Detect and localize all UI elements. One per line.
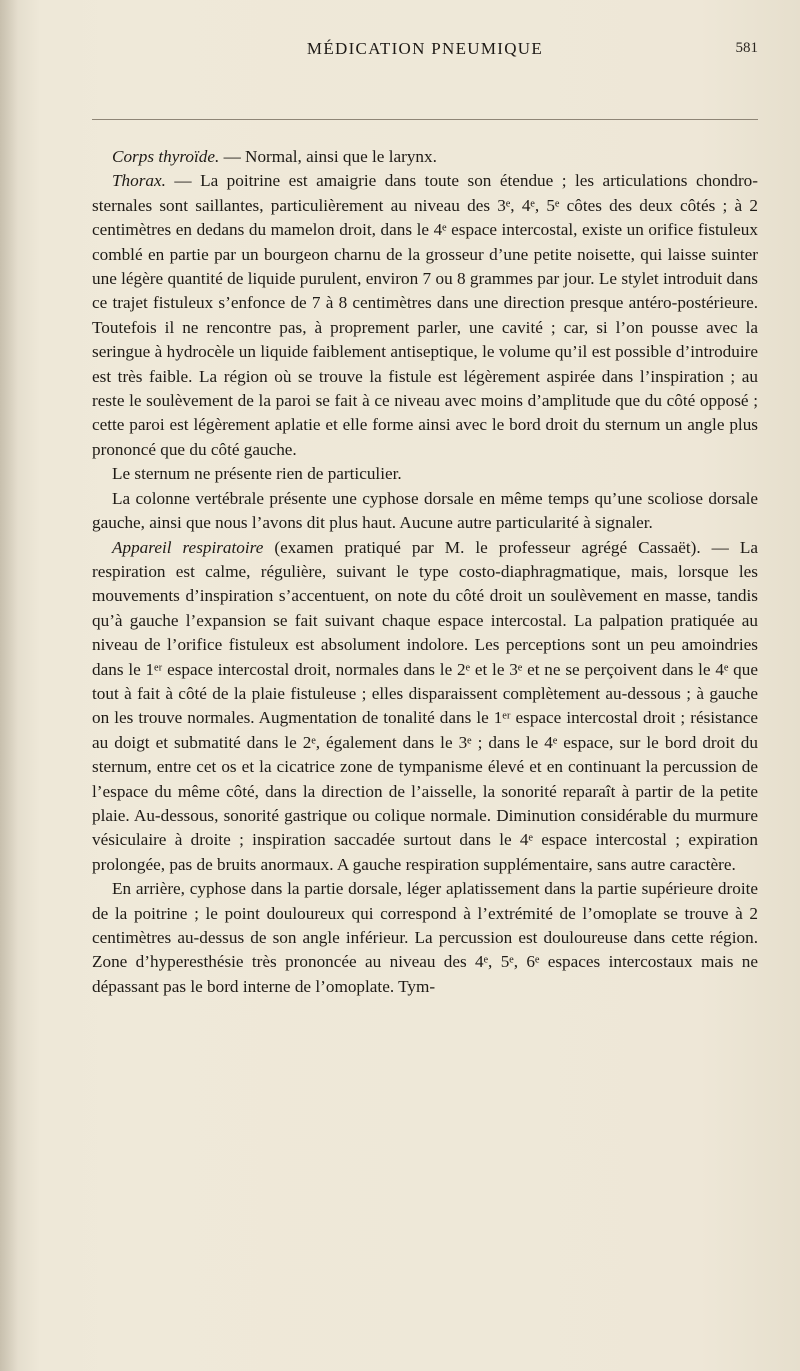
paragraph-text: — Normal, ainsi que le larynx. [219,147,437,166]
paragraph-heading: Appareil respiratoire [112,537,264,557]
paragraph-text: — La poitrine est amaigrie dans toute son étendue ; les articulations chondro-sternales sont saillantes, particulièrement au niveau des 3ᵉ, 4ᵉ, 5ᵉ côtes des deux côtés ; à 2 centimètres en dedans du mamelon droit, dans le 4ᵉ espace intercostal, existe un orifice fistuleux comblé en partie par un bourgeon charnu de la grosseur d’une petite noisette, qui laisse suinter une légère quantité de liquide purulent, environ 7 ou 8 grammes par jour. Le stylet introduit dans ce trajet fistuleux s’enfonce de 7 à 8 centimètres dans une direction presque antéro-postérieure. Toutefois il ne rencontre pas, à proprement parler, une cavité ; car, si l’on pousse avec la seringue à hydrocèle un liquide faiblement antiseptique, le volume qu’il est possible d’introduire est très faible. La région où se trouve la fistule est légèrement aspirée dans l’inspiration ; au reste le soulèvement de la paroi se fait à ce niveau avec moins d’amplitude que du côté opposé ; cette paroi est légèrement aplatie et elle forme ainsi avec le bord droit du sternum un angle plus prononcé que du côté gauche. [92,171,758,459]
paragraph-thorax [92,169,758,462]
paragraph-corps-thyroide [92,145,758,169]
paragraph-heading: Corps thyroïde. [112,147,220,166]
paragraph-colonne [92,487,758,536]
page-header [92,33,758,63]
paragraph-text: La colonne vertébrale présente une cyphose dorsale en même temps qu’une scoliose dorsale gauche, ainsi que nous l’avons dit plus haut. Aucune autre particularité à signaler. [92,488,758,533]
body-text [92,145,758,999]
paragraph-sternum [92,462,758,486]
paragraph-en-arriere [92,877,758,999]
binding-shadow [0,0,18,1371]
running-title: MÉDICATION PNEUMIQUE [306,39,544,58]
paragraph-text: Le sternum ne présente rien de particulier. [112,464,402,484]
paragraph-heading: Thorax. [112,171,166,191]
paragraph-appareil-respiratoire [92,536,758,878]
header-rule [92,119,758,120]
paragraph-text: En arrière, cyphose dans la partie dorsale, léger aplatissement dans la partie supérieure droite de la poitrine ; le point douloureux qui correspond à l’extrémité de l’omoplate se trouve à 2 centimètres au-dessus de son angle inférieur. La percussion est douloureuse dans cette région. Zone d’hyperesthésie très prononcée au niveau des 4ᵉ, 5ᵉ, 6ᵉ espaces intercostaux mais ne dépassant pas le bord interne de l’omoplate. Tym- [92,879,758,996]
page-number: 581 [735,40,758,56]
paragraph-text: (examen pratiqué par M. le professeur agrégé Cassaët). — La respiration est calme, régulière, suivant le type costo-diaphragmatique, mais, lorsque les mouvements d’inspiration s’accentuent, on note du côté droit un soulèvement en masse, tandis qu’à gauche l’expansion se fait suivant chaque espace intercostal. La palpation pratiquée au niveau de l’orifice fistuleux est absolument indolore. Les perceptions sont un peu amoindries dans le 1ᵉʳ espace intercostal droit, normales dans le 2ᵉ et le 3ᵉ et ne se perçoivent dans le 4ᵉ que tout à fait à côté de la plaie fistuleuse ; elles disparaissent complètement au-dessous ; à gauche on les trouve normales. Augmentation de tonalité dans le 1ᵉʳ espace intercostal droit ; résistance au doigt et submatité dans le 2ᵉ, également dans le 3ᵉ ; dans le 4ᵉ espace, sur le bord droit du sternum, entre cet os et la cicatrice zone de tympanisme élevé et en continuant la percussion de l’espace du même côté, dans la direction de l’aisselle, la sonorité reparaît à partir de la petite plaie. Au-dessous, sonorité gastrique ou colique normale. Diminution considérable du murmure vésiculaire à droite ; inspiration saccadée surtout dans le 4ᵉ espace intercostal ; expiration prolongée, pas de bruits anormaux. A gauche respiration supplémentaire, sans autre caractère. [92,537,758,874]
